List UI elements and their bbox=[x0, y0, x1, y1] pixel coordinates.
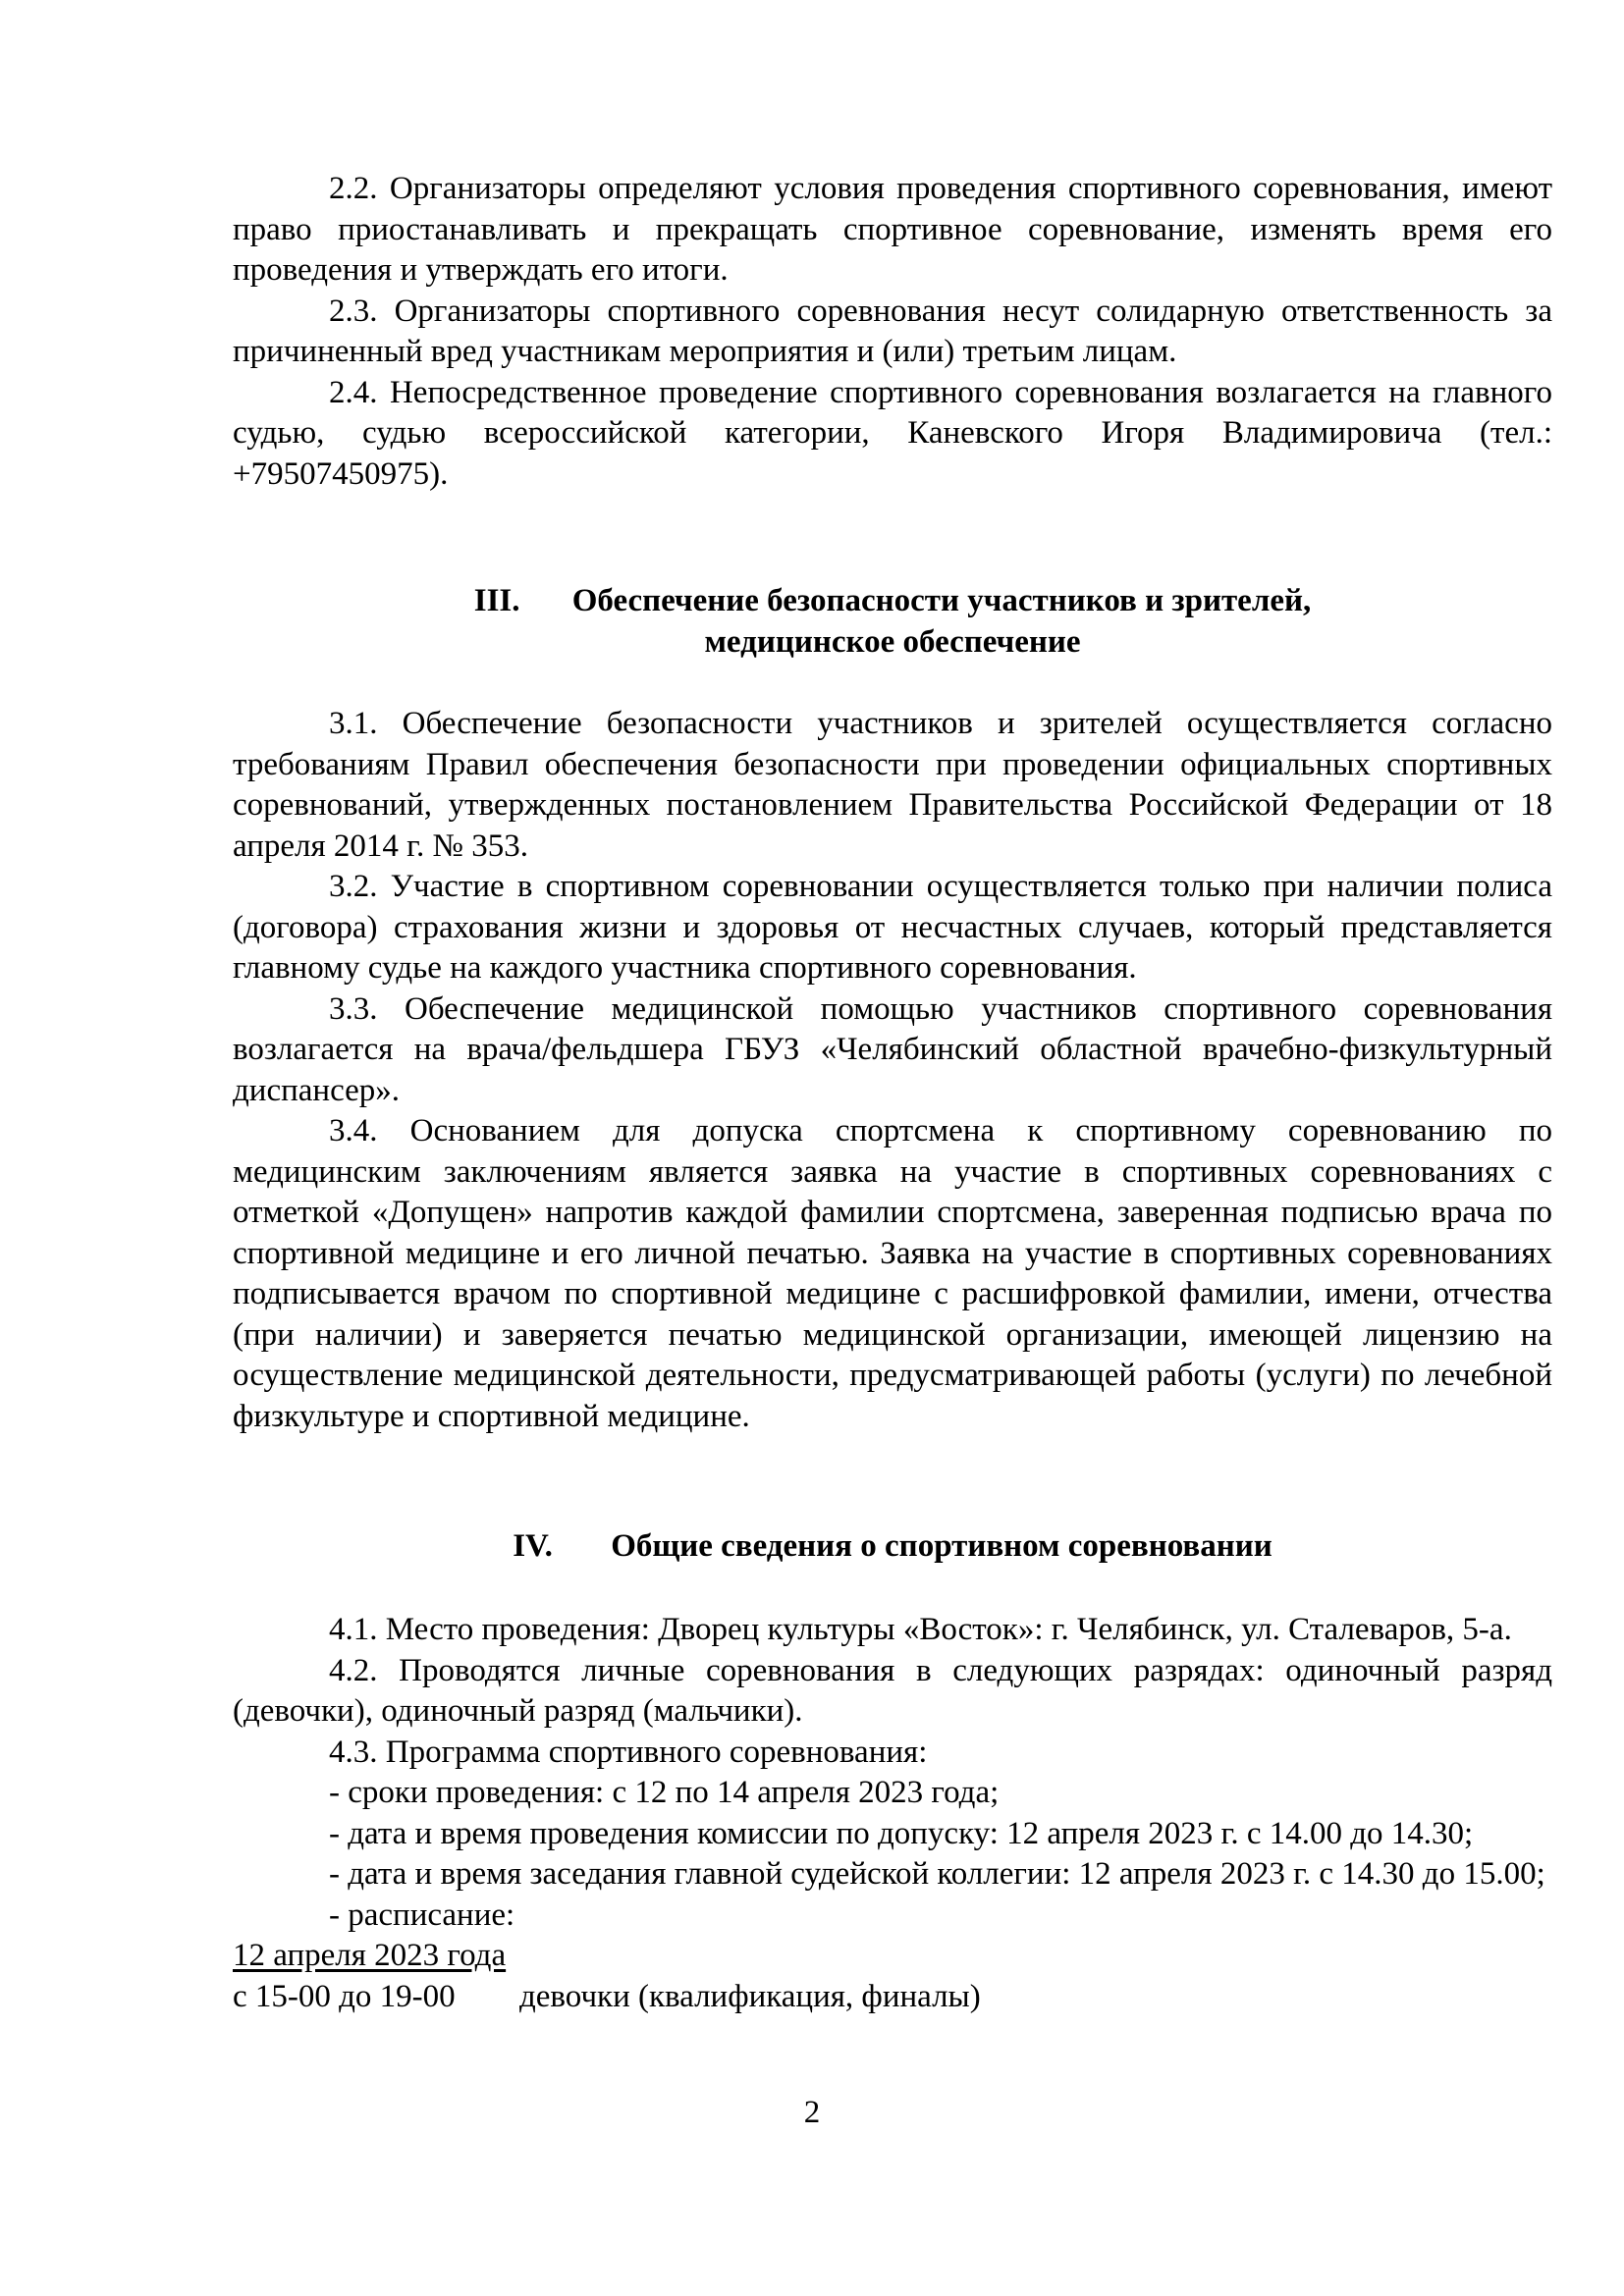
program-item-judges: - дата и время заседания главной судейской коллегии: 12 апреля 2023 г. с 14.30 до 15.00; bbox=[329, 1856, 1545, 1892]
section-3-body bbox=[233, 704, 1552, 1437]
program-item-dates: - сроки проведения: с 12 по 14 апреля 2023 года; bbox=[329, 1775, 1000, 1810]
page-number: 2 bbox=[803, 2095, 821, 2130]
paragraph-2-2: 2.2. Организаторы определяют условия проведения спортивного соревнования, имеют право приостанавливать и прекращать спортивное соревнование, изменять время его проведения и утверждать его итоги. bbox=[233, 171, 1552, 288]
paragraph-3-4: 3.4. Основанием для допуска спортсмена к спортивному соревнованию по медицинским заключениям является заявка на участие в спортивных соревнованиях с отметкой «Допущен» напротив каждой фамилии спортсмена, заверенная подписью врача по спортивной медицине и его личной печатью. Заявка на участие в спортивных соревнованиях подписывается врачом по спортивной медицине с расшифровкой фамилии, имени, отчества (при наличии) и заверяется печатью медицинской организации, имеющей лицензию на осуществление медицинской деятельности, предусматривающей работы (услуги) по лечебной физкультуре и спортивной медицине. bbox=[233, 1113, 1552, 1434]
paragraph-2-3: 2.3. Организаторы спортивного соревнования несут солидарную ответственность за причиненный вред участникам мероприятия и (или) третьим лицам. bbox=[233, 293, 1552, 369]
paragraph-3-3: 3.3. Обеспечение медицинской помощью участников спортивного соревнования возлагается на врача/фельдшера ГБУЗ «Челябинский областной врачебно-физкультурный диспансер». bbox=[233, 990, 1552, 1108]
section-3-title-line-1 bbox=[233, 581, 1552, 622]
schedule-date bbox=[233, 1936, 1552, 1977]
section-3-number: III. bbox=[473, 583, 520, 618]
schedule-event: девочки (квалификация, финалы) bbox=[519, 1978, 981, 2014]
section-4-title bbox=[233, 1526, 1552, 1568]
schedule-row bbox=[233, 1977, 1552, 2018]
paragraph-4-2: 4.2. Проводятся личные соревнования в следующих разрядах: одиночный разряд (девочки), одиночный разряд (мальчики). bbox=[233, 1652, 1552, 1729]
section-4-heading bbox=[233, 1526, 1552, 1568]
section-3-title-text: Обеспечение безопасности участников и зрителей, bbox=[571, 583, 1312, 618]
section-3-title-line-2: медицинское обеспечение bbox=[704, 623, 1081, 660]
paragraph-4-3: 4.3. Программа спортивного соревнования: bbox=[329, 1734, 928, 1770]
paragraph-4-1: 4.1. Место проведения: Дворец культуры «Восток»: г. Челябинск, ул. Сталеваров, 5-а. bbox=[329, 1612, 1512, 1647]
section-4-title-text: Общие сведения о спортивном соревновании bbox=[611, 1528, 1272, 1564]
schedule-time: с 15-00 до 19-00 bbox=[233, 1978, 456, 2014]
schedule-date-text: 12 апреля 2023 года bbox=[233, 1938, 507, 1973]
paragraph-2-4: 2.4. Непосредственное проведение спортивного соревнования возлагается на главного судью, судью всероссийской категории, Каневского Игоря Владимировича (тел.: +79507450975). bbox=[233, 374, 1552, 492]
paragraph-3-2: 3.2. Участие в спортивном соревновании осуществляется только при наличии полиса (договора) страхования жизни и здоровья от несчастных случаев, который представляется главному судье на каждого участника спортивного соревнования. bbox=[233, 869, 1552, 986]
section-3-heading bbox=[233, 581, 1552, 663]
section-4-number: IV. bbox=[513, 1528, 553, 1564]
paragraph-3-1: 3.1. Обеспечение безопасности участников и зрителей осуществляется согласно требованиям Правил обеспечения безопасности при проведении официальных спортивных соревнований, утвержденных постановлением Правительства Российской Федерации от 18 апреля 2014 г. № 353. bbox=[233, 706, 1552, 864]
program-item-schedule: - расписание: bbox=[329, 1896, 515, 1933]
section-4-body bbox=[233, 1610, 1552, 2017]
section-2-body bbox=[233, 169, 1552, 495]
program-item-commission: - дата и время проведения комиссии по допуску: 12 апреля 2023 г. с 14.00 до 14.30; bbox=[329, 1815, 1474, 1851]
